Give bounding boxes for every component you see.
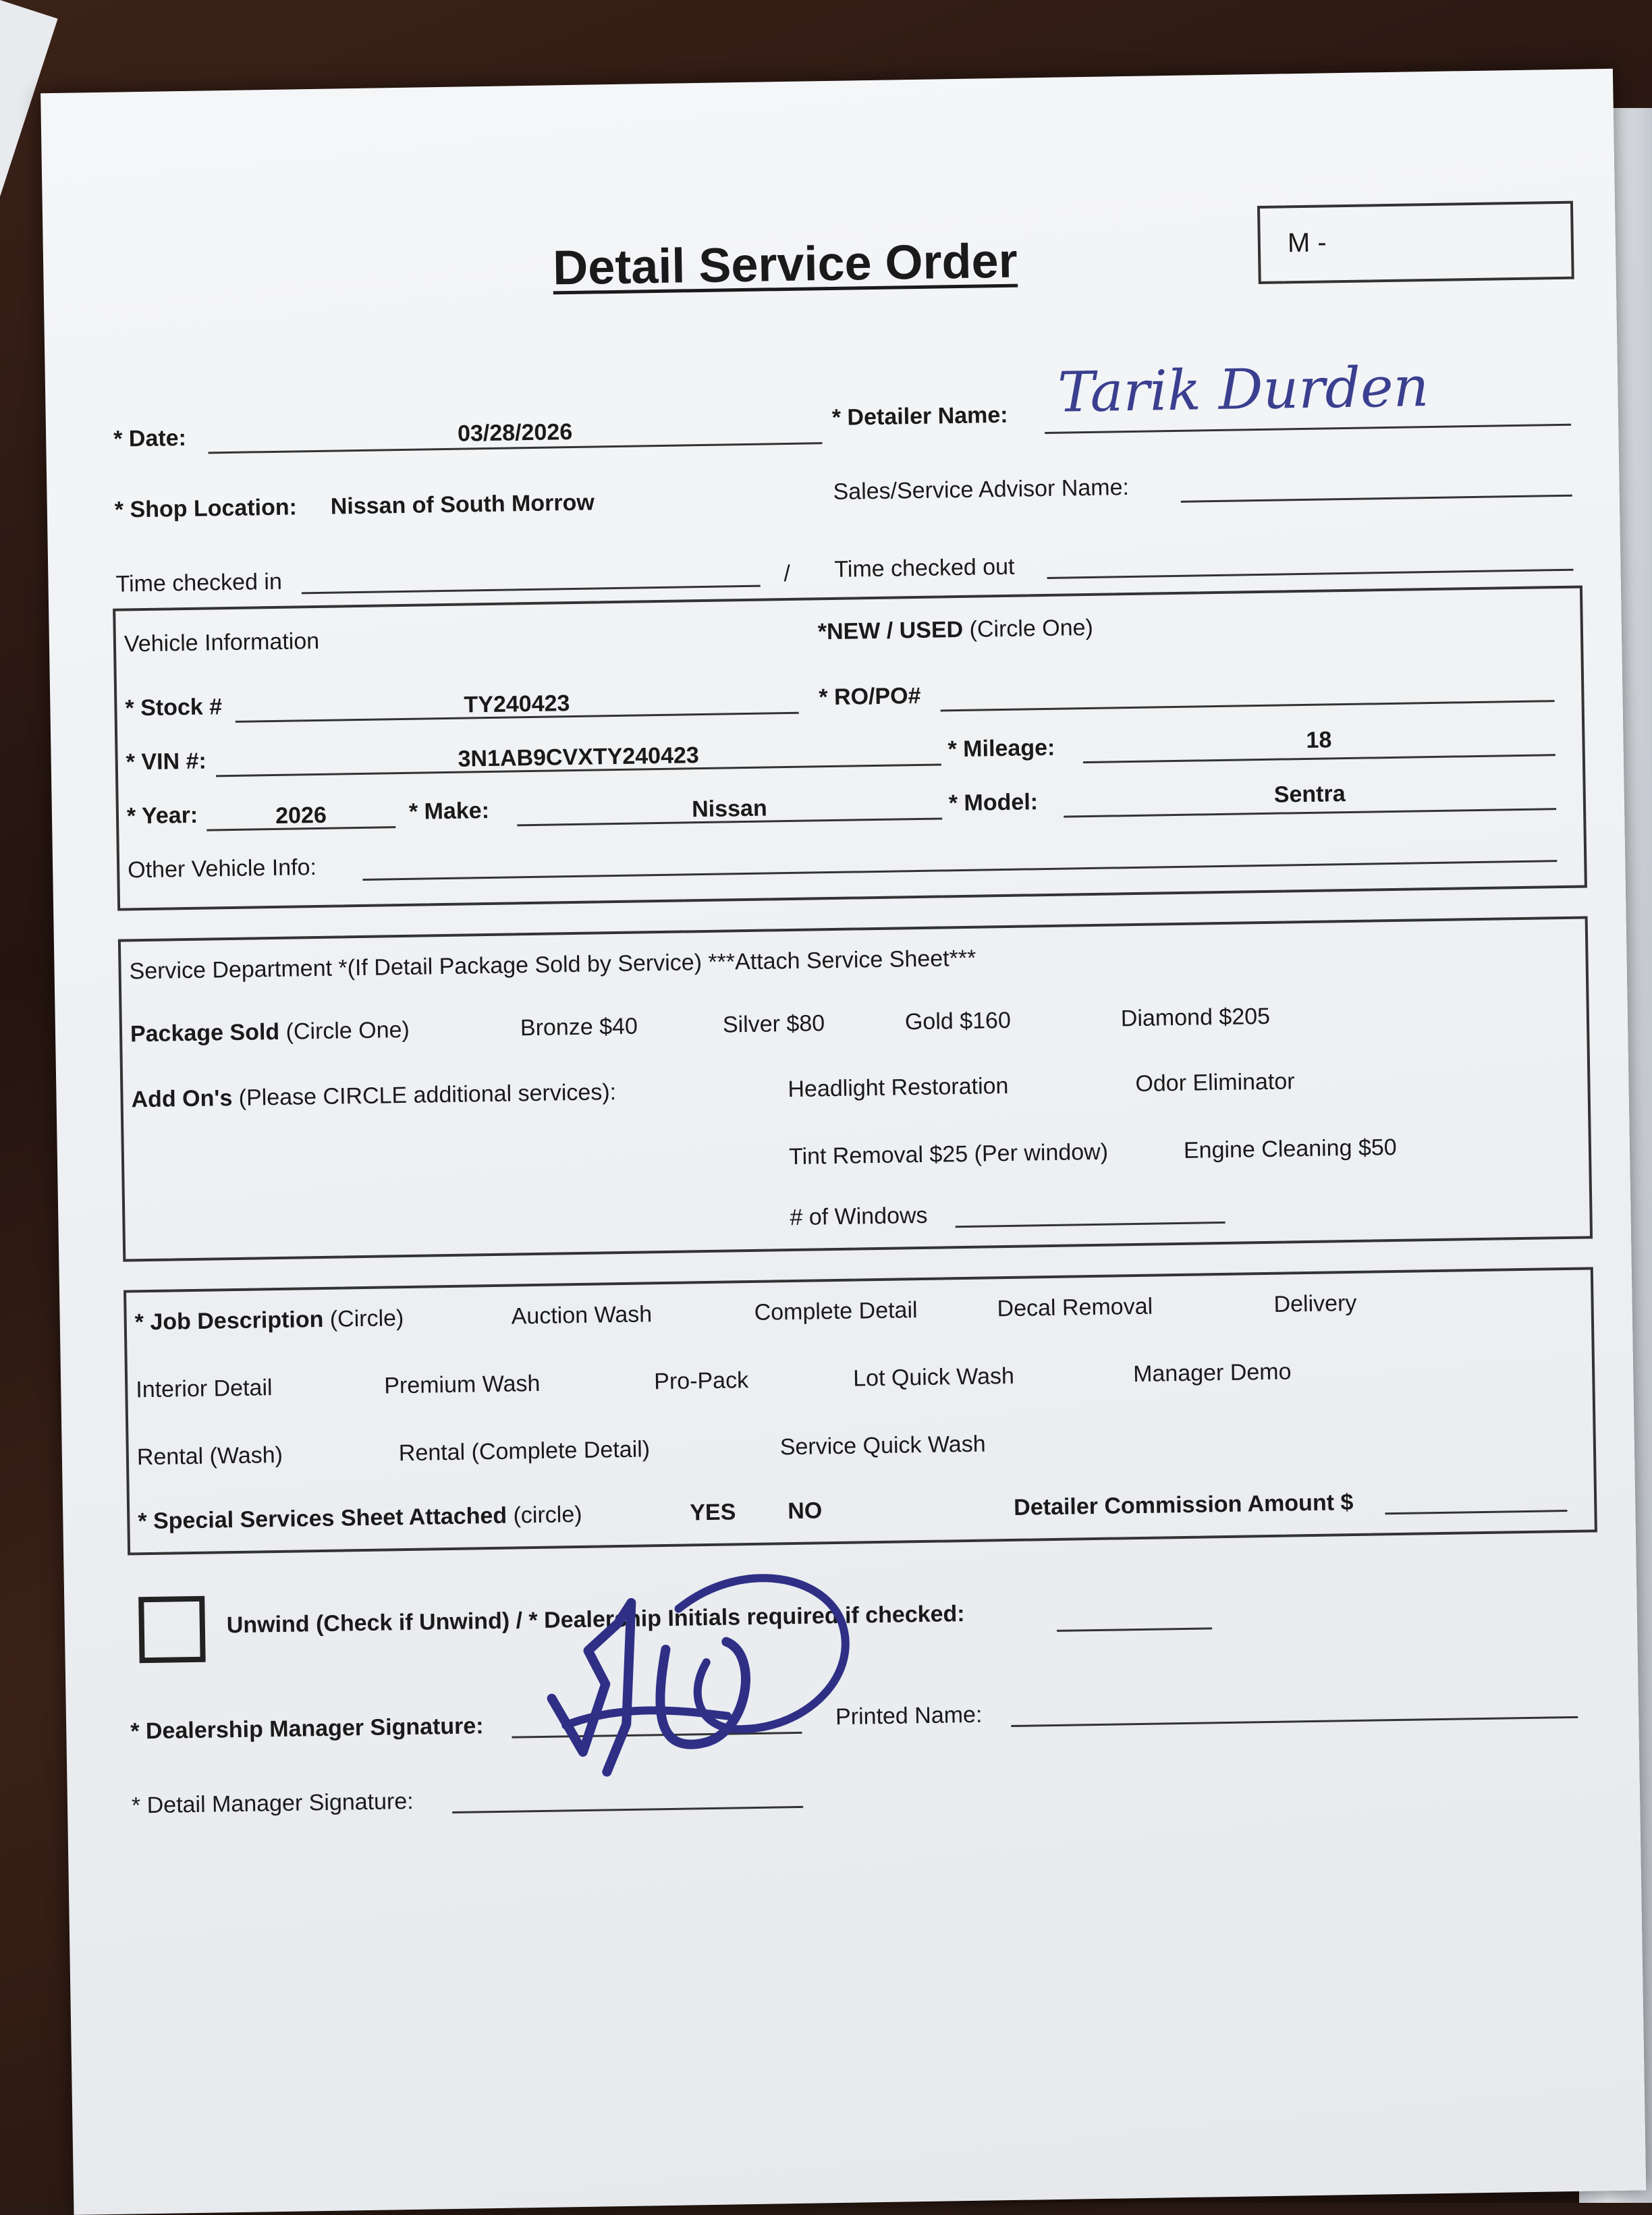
- printed-name-line[interactable]: [1011, 1716, 1578, 1727]
- special-services-field: [138, 1502, 582, 1535]
- vehicle-info-box: [113, 586, 1587, 911]
- commission-line[interactable]: [1385, 1510, 1567, 1514]
- service-department-box: [118, 916, 1593, 1261]
- special-services-hint: (circle): [513, 1501, 582, 1529]
- order-number-box[interactable]: [1257, 201, 1574, 284]
- job-rental-wash[interactable]: Rental (Wash): [136, 1442, 283, 1471]
- stock-value: TY240423: [464, 690, 570, 718]
- unwind-checkbox[interactable]: [138, 1596, 206, 1664]
- shop-location-value: Nissan of South Morrow: [330, 489, 595, 520]
- windows-line[interactable]: [956, 1222, 1226, 1228]
- job-auction-wash[interactable]: Auction Wash: [511, 1301, 653, 1330]
- make-value: Nissan: [691, 795, 767, 823]
- package-bronze[interactable]: Bronze $40: [520, 1013, 638, 1041]
- job-description-hint: (Circle): [329, 1305, 404, 1332]
- model-value: Sentra: [1273, 781, 1346, 808]
- addon-engine-cleaning[interactable]: Engine Cleaning $50: [1183, 1134, 1397, 1164]
- package-diamond[interactable]: Diamond $205: [1120, 1003, 1271, 1032]
- package-sold-hint: (Circle One): [285, 1016, 410, 1045]
- job-lot-quick-wash[interactable]: Lot Quick Wash: [852, 1363, 1015, 1392]
- other-info-line[interactable]: [362, 860, 1557, 881]
- date-label: * Date:: [113, 425, 187, 452]
- detail-manager-sig-label: * Detail Manager Signature:: [131, 1788, 414, 1819]
- package-gold[interactable]: Gold $160: [904, 1007, 1012, 1035]
- advisor-line[interactable]: [1181, 495, 1572, 503]
- job-premium-wash[interactable]: Premium Wash: [383, 1370, 541, 1399]
- addon-headlight-restoration[interactable]: Headlight Restoration: [788, 1072, 1009, 1103]
- detailer-line[interactable]: [1045, 424, 1571, 434]
- job-decal-removal[interactable]: Decal Removal: [997, 1293, 1153, 1322]
- job-description-field: [134, 1305, 404, 1336]
- dealership-manager-sig-label: * Dealership Manager Signature:: [130, 1713, 484, 1745]
- mileage-value: 18: [1306, 727, 1332, 753]
- time-in-line[interactable]: [302, 585, 761, 595]
- ro-po-line[interactable]: [941, 700, 1555, 711]
- year-value: 2026: [275, 802, 327, 829]
- windows-label: # of Windows: [790, 1202, 928, 1231]
- service-header: Service Department *(If Detail Package Sold by Service) ***Attach Service Sheet***: [129, 945, 976, 985]
- vehicle-info-header: Vehicle Information: [123, 628, 320, 657]
- addon-odor-eliminator[interactable]: Odor Eliminator: [1135, 1068, 1295, 1097]
- stock-label: * Stock #: [125, 694, 223, 721]
- job-complete-detail[interactable]: Complete Detail: [754, 1297, 918, 1325]
- unwind-label: Unwind: [226, 1611, 310, 1639]
- addons-hint: (Please CIRCLE additional services):: [238, 1079, 617, 1111]
- addons-label: Add On's: [131, 1085, 233, 1113]
- vin-value: 3N1AB9CVXTY240423: [458, 742, 700, 772]
- year-label: * Year:: [126, 802, 198, 829]
- time-out-label: Time checked out: [834, 553, 1015, 582]
- ro-po-label: * RO/PO#: [819, 682, 921, 711]
- vin-label: * VIN #:: [126, 748, 207, 775]
- detailer-signature: Tarik Durden: [1057, 355, 1429, 425]
- job-description-label: * Job Description: [134, 1306, 324, 1336]
- commission-label: Detailer Commission Amount $: [1013, 1489, 1354, 1521]
- special-services-no[interactable]: NO: [787, 1498, 823, 1525]
- package-silver[interactable]: Silver $80: [722, 1010, 825, 1038]
- special-services-label: * Special Services Sheet Attached: [138, 1502, 507, 1535]
- unwind-hint: (Check if Unwind) / * Dealership Initials required if checked:: [315, 1601, 965, 1637]
- printed-name-label: Printed Name:: [835, 1701, 983, 1730]
- job-rental-complete-detail[interactable]: Rental (Complete Detail): [398, 1436, 651, 1467]
- job-description-box: [123, 1267, 1597, 1555]
- package-sold-label: Package Sold: [130, 1018, 280, 1047]
- new-used-field[interactable]: [818, 615, 1094, 645]
- order-number-prefix: M -: [1287, 227, 1327, 258]
- mileage-label: * Mileage:: [947, 734, 1055, 763]
- time-slash: /: [783, 560, 791, 587]
- detailer-label: * Detailer Name:: [831, 402, 1008, 431]
- advisor-label: Sales/Service Advisor Name:: [833, 474, 1130, 505]
- new-used-hint: (Circle One): [969, 614, 1094, 642]
- manager-signature-scribble: [522, 1545, 905, 1834]
- make-label: * Make:: [408, 797, 490, 825]
- job-pro-pack[interactable]: Pro-Pack: [653, 1367, 749, 1395]
- dealership-initials-line[interactable]: [1057, 1627, 1212, 1632]
- addon-tint-removal[interactable]: Tint Removal $25 (Per window): [788, 1139, 1109, 1170]
- time-out-line[interactable]: [1047, 569, 1574, 579]
- other-info-label: Other Vehicle Info:: [127, 854, 317, 883]
- package-sold-field: [130, 1017, 410, 1047]
- job-interior-detail[interactable]: Interior Detail: [136, 1375, 273, 1403]
- form-title: Detail Service Order: [552, 234, 1018, 296]
- shop-location-label: * Shop Location:: [114, 494, 298, 523]
- service-order-form: [40, 69, 1646, 2215]
- date-value: 03/28/2026: [457, 418, 573, 447]
- job-delivery[interactable]: Delivery: [1273, 1290, 1357, 1317]
- addons-field: [131, 1079, 616, 1113]
- job-service-quick-wash[interactable]: Service Quick Wash: [779, 1431, 986, 1460]
- job-manager-demo[interactable]: Manager Demo: [1132, 1359, 1292, 1388]
- time-in-label: Time checked in: [115, 568, 283, 597]
- special-services-yes[interactable]: YES: [689, 1499, 736, 1526]
- model-label: * Model:: [948, 789, 1039, 817]
- new-used-label: *NEW / USED: [817, 616, 964, 645]
